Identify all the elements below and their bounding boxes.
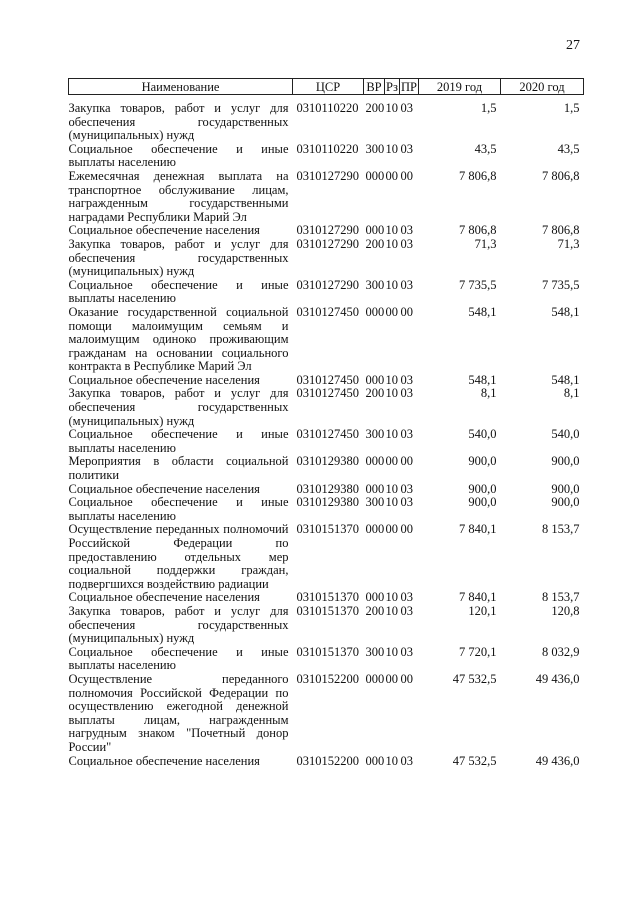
- cell-pr: 00: [400, 454, 413, 469]
- cell-vr: 000: [365, 590, 385, 605]
- cell-name: Социальное обеспечение населения: [68, 481, 260, 496]
- cell-csr: 0310110220: [296, 141, 359, 156]
- cell-vr: 200: [365, 236, 385, 251]
- cell-y2020: 120,8: [551, 603, 580, 618]
- cell-y2019: 548,1: [468, 304, 497, 319]
- table-row: [69, 238, 584, 279]
- cell-pr: 03: [400, 223, 413, 238]
- table-row: [69, 387, 584, 428]
- cell-y2019: 7 840,1: [459, 590, 497, 605]
- cell-y2019: 71,3: [474, 236, 497, 251]
- cell-vr: 300: [365, 141, 385, 156]
- cell-pr: 03: [400, 590, 413, 605]
- cell-rz: 10: [385, 372, 398, 387]
- cell-rz: 10: [385, 495, 398, 510]
- cell-pr: 03: [400, 495, 413, 510]
- cell-y2019: 900,0: [468, 454, 497, 469]
- cell-y2020: 548,1: [551, 372, 580, 387]
- cell-y2019: 7 840,1: [459, 522, 497, 537]
- cell-name: Социальное обеспечение и иные выплаты населению: [68, 495, 289, 523]
- header-2020: 2020 год: [501, 79, 584, 95]
- cell-rz: 10: [385, 481, 398, 496]
- cell-vr: 200: [365, 386, 385, 401]
- cell-y2019: 7 806,8: [459, 223, 497, 238]
- cell-rz: 00: [385, 671, 398, 686]
- cell-pr: 03: [400, 101, 413, 115]
- cell-name: Закупка товаров, работ и услуг для обеспечения государственных (муниципальных) нужд: [68, 101, 289, 143]
- cell-vr: 000: [365, 454, 385, 469]
- cell-name: Осуществление переданного полномочия Российской Федерации по осуществлению ежегодной денежной выплаты лицам, награжденным нагрудным знаком "Почетный донор России": [68, 671, 289, 754]
- table-row: [69, 279, 584, 306]
- cell-y2019: 1,5: [480, 101, 497, 115]
- cell-y2019: 7 735,5: [459, 277, 497, 292]
- cell-y2019: 900,0: [468, 481, 497, 496]
- cell-csr: 0310129380: [296, 495, 359, 510]
- cell-csr: 0310151370: [296, 603, 359, 618]
- cell-vr: 000: [365, 481, 385, 496]
- cell-rz: 10: [385, 223, 398, 238]
- cell-y2019: 540,0: [468, 427, 497, 442]
- cell-vr: 000: [365, 753, 385, 768]
- cell-name: Социальное обеспечение и иные выплаты населению: [68, 277, 289, 306]
- table-row: [69, 374, 584, 388]
- cell-csr: 0310127290: [296, 168, 359, 183]
- cell-rz: 00: [385, 168, 398, 183]
- header-rz: Рз: [386, 79, 398, 94]
- cell-csr: 0310151370: [296, 522, 359, 537]
- cell-csr: 0310110220: [296, 101, 359, 115]
- cell-y2020: 8,1: [563, 386, 580, 401]
- budget-table: [68, 78, 584, 768]
- cell-vr: 000: [365, 168, 385, 183]
- cell-name: Социальное обеспечение и иные выплаты населению: [68, 141, 289, 170]
- table-row: [69, 755, 584, 769]
- cell-y2019: 7 806,8: [459, 168, 497, 183]
- cell-rz: 10: [385, 590, 398, 605]
- cell-name: Социальное обеспечение населения: [68, 753, 260, 768]
- cell-pr: 00: [400, 522, 413, 537]
- cell-csr: 0310127450: [296, 386, 359, 401]
- cell-csr: 0310127450: [296, 372, 359, 387]
- cell-y2019: 7 720,1: [459, 644, 497, 659]
- cell-y2019: 47 532,5: [452, 671, 497, 686]
- cell-y2019: 43,5: [474, 141, 497, 156]
- header-2019: 2019 год: [419, 79, 501, 95]
- cell-name: Социальное обеспечение населения: [68, 223, 260, 238]
- cell-y2020: 900,0: [551, 481, 580, 496]
- table-row: [69, 95, 584, 143]
- cell-name: Ежемесячная денежная выплата на транспортное обслуживание лицам, награжденным государственными наградами Республики Марий Эл: [68, 168, 289, 224]
- cell-vr: 300: [365, 495, 385, 510]
- cell-vr: 200: [365, 101, 385, 115]
- cell-pr: 00: [400, 671, 413, 686]
- cell-y2019: 900,0: [468, 495, 497, 510]
- cell-y2020: 900,0: [551, 495, 580, 510]
- cell-csr: 0310151370: [296, 644, 359, 659]
- cell-csr: 0310127290: [296, 277, 359, 292]
- cell-y2020: 49 436,0: [535, 671, 580, 686]
- page-number: 27: [566, 38, 580, 53]
- cell-y2020: 900,0: [551, 454, 580, 469]
- cell-name: Закупка товаров, работ и услуг для обеспечения государственных (муниципальных) нужд: [68, 236, 289, 279]
- cell-rz: 10: [385, 386, 398, 401]
- cell-rz: 10: [385, 101, 398, 115]
- cell-pr: 03: [400, 644, 413, 659]
- cell-y2020: 7 806,8: [542, 168, 580, 183]
- table-row: [69, 483, 584, 497]
- cell-vr: 300: [365, 427, 385, 442]
- cell-y2020: 8 153,7: [542, 590, 580, 605]
- cell-csr: 0310129380: [296, 454, 359, 469]
- cell-csr: 0310129380: [296, 481, 359, 496]
- cell-name: Осуществление переданных полномочий Российской Федерации по предоставлению отдельных мер социальной поддержки граждан, подвергшихся воздействию радиации: [68, 522, 289, 591]
- cell-vr: 300: [365, 644, 385, 659]
- table-row: [69, 646, 584, 673]
- table-row: [69, 673, 584, 755]
- cell-y2020: 7 735,5: [542, 277, 580, 292]
- cell-csr: 0310151370: [296, 590, 359, 605]
- cell-rz: 10: [385, 141, 398, 156]
- table-row: [69, 523, 584, 591]
- cell-vr: 200: [365, 603, 385, 618]
- cell-pr: 03: [400, 753, 413, 768]
- cell-csr: 0310152200: [296, 671, 359, 686]
- header-csr: ЦСР: [293, 79, 364, 95]
- cell-y2020: 43,5: [557, 141, 580, 156]
- table-row: [69, 455, 584, 482]
- cell-pr: 03: [400, 603, 413, 618]
- cell-csr: 0310127450: [296, 304, 359, 319]
- cell-y2020: 1,5: [563, 101, 580, 115]
- cell-rz: 10: [385, 277, 398, 292]
- cell-rz: 00: [385, 522, 398, 537]
- cell-vr: 000: [365, 671, 385, 686]
- cell-rz: 10: [385, 644, 398, 659]
- cell-y2020: 7 806,8: [542, 223, 580, 238]
- cell-rz: 10: [385, 753, 398, 768]
- cell-vr: 000: [365, 372, 385, 387]
- header-name: Наименование: [69, 79, 293, 95]
- cell-name: Социальное обеспечение и иные выплаты населению: [68, 427, 289, 455]
- cell-rz: 00: [385, 454, 398, 469]
- cell-y2019: 120,1: [468, 603, 497, 618]
- cell-name: Социальное обеспечение населения: [68, 590, 260, 605]
- cell-y2020: 8 032,9: [542, 644, 580, 659]
- cell-name: Мероприятия в области социальной политики: [68, 454, 289, 483]
- cell-y2019: 548,1: [468, 372, 497, 387]
- cell-pr: 03: [400, 277, 413, 292]
- cell-y2019: 8,1: [480, 386, 497, 401]
- cell-name: Социальное обеспечение и иные выплаты населению: [68, 644, 289, 673]
- cell-vr: 000: [365, 522, 385, 537]
- table-row: [69, 496, 584, 523]
- table-row: [69, 591, 584, 605]
- header-vr: ВР: [364, 79, 385, 95]
- cell-y2019: 47 532,5: [452, 753, 497, 768]
- cell-pr: 00: [400, 168, 413, 183]
- cell-csr: 0310127290: [296, 223, 359, 238]
- cell-pr: 03: [400, 386, 413, 401]
- cell-rz: 10: [385, 236, 398, 251]
- cell-y2020: 8 153,7: [542, 522, 580, 537]
- cell-pr: 00: [400, 304, 413, 319]
- cell-name: Социальное обеспечение населения: [68, 372, 260, 387]
- table-row: [69, 224, 584, 238]
- cell-pr: 03: [400, 236, 413, 251]
- cell-rz: 00: [385, 304, 398, 319]
- cell-pr: 03: [400, 372, 413, 387]
- cell-rz: 10: [385, 427, 398, 442]
- table-row: [69, 306, 584, 374]
- table-body: [69, 95, 584, 769]
- table-row: [69, 428, 584, 455]
- cell-y2020: 540,0: [551, 427, 580, 442]
- cell-name: Оказание государственной социальной помощи малоимущим семьям и малоимущим одиноко проживающим гражданам на основании социального контракта в Республике Марий Эл: [68, 304, 289, 374]
- cell-pr: 03: [400, 141, 413, 156]
- table-header-row: [69, 79, 584, 95]
- cell-vr: 000: [365, 223, 385, 238]
- cell-pr: 03: [400, 427, 413, 442]
- cell-csr: 0310127450: [296, 427, 359, 442]
- cell-csr: 0310152200: [296, 753, 359, 768]
- cell-y2020: 49 436,0: [535, 753, 580, 768]
- cell-rz: 10: [385, 603, 398, 618]
- header-pr: ПР: [401, 79, 417, 94]
- cell-name: Закупка товаров, работ и услуг для обеспечения государственных (муниципальных) нужд: [68, 386, 289, 428]
- cell-name: Закупка товаров, работ и услуг для обеспечения государственных (муниципальных) нужд: [68, 603, 289, 646]
- cell-y2020: 548,1: [551, 304, 580, 319]
- cell-pr: 03: [400, 481, 413, 496]
- cell-csr: 0310127290: [296, 236, 359, 251]
- cell-vr: 000: [365, 304, 385, 319]
- table-row: [69, 170, 584, 224]
- cell-y2020: 71,3: [557, 236, 580, 251]
- table-row: [69, 143, 584, 170]
- cell-vr: 300: [365, 277, 385, 292]
- table-row: [69, 605, 584, 646]
